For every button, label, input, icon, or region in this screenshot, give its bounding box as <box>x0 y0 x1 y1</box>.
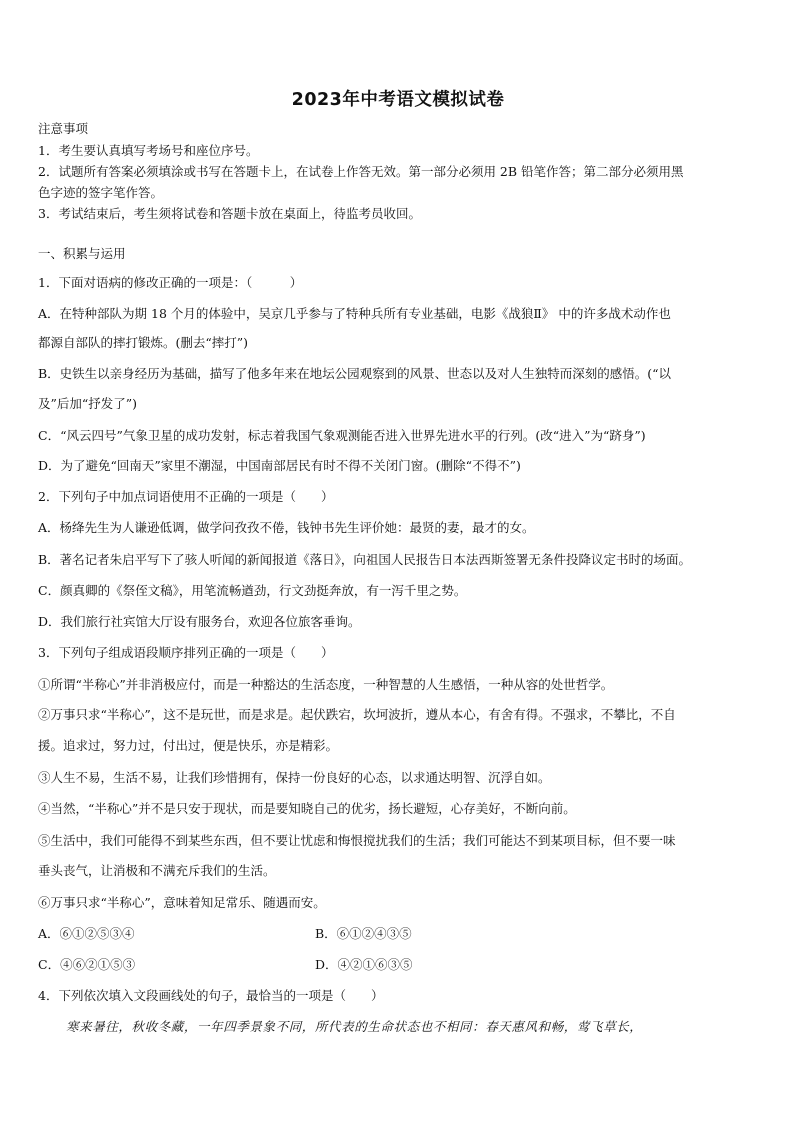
question-stem: 2．下列句子中加点词语使用不正确的一项是（ ） <box>38 489 334 504</box>
sentence-line: ⑥万事只求“半称心”，意味着知足常乐、随遇而安。 <box>38 895 326 910</box>
option-line: A．杨绛先生为人谦逊低调，做学问孜孜不倦，钱钟书先生评价她：最贤的妻，最才的女。 <box>38 520 535 535</box>
sentence-line: ⑤生活中，我们可能得不到某些东西，但不要让忧虑和悔恨搅扰我们的生活；我们可能达不到某项目标，但不要一味 <box>38 833 676 848</box>
sentence-line: 援。追求过，努力过，付出过，便是快乐，亦是精彩。 <box>38 738 339 753</box>
notice-heading: 注意事项 <box>38 121 89 136</box>
notice-item: 色字迹的签字笔作答。 <box>38 185 164 200</box>
sentence-line: ①所谓“半称心”并非消极应付，而是一种豁达的生活态度，一种智慧的人生感悟，一种从容的处世哲学。 <box>38 677 614 692</box>
question-stem: 1．下面对语病的修改正确的一项是：（ ） <box>38 275 303 290</box>
question-stem: 3．下列句子组成语段顺序排列正确的一项是（ ） <box>38 645 334 660</box>
option-line: 及”后加“抒发了”) <box>38 396 138 411</box>
option-line: D．我们旅行社宾馆大厅设有服务台，欢迎各位旅客垂询。 <box>38 614 361 629</box>
option-line: B．史铁生以亲身经历为基础，描写了他多年来在地坛公园观察到的风景、世态以及对人生独特而深刻的感悟。(“以 <box>38 366 671 381</box>
option-line: 都源自部队的摔打锻炼。(删去“摔打”) <box>38 335 249 350</box>
sentence-line: 垂头丧气，让消极和不满充斥我们的生活。 <box>38 863 276 878</box>
notice-item: 2．试题所有答案必须填涂或书写在答题卡上，在试卷上作答无效。第一部分必须用 2B 铅笔作答；第二部分必须用黑 <box>38 164 684 179</box>
sentence-line: ④当然，“半称心”并不是只安于现状，而是要知晓自己的优劣，扬长避短，心存美好，不断向前。 <box>38 801 576 816</box>
option-b: B．⑥①②④③⑤ <box>315 926 412 941</box>
question-stem: 4．下列依次填入文段画线处的句子，最恰当的一项是（ ） <box>38 988 384 1003</box>
passage-text: 寒来暑往，秋收冬藏，一年四季景象不同，所代表的生命状态也不相同：春天惠风和畅，莺飞草长， <box>66 1019 643 1034</box>
option-line: D．为了避免“回南天”家里不潮湿，中国南部居民有时不得不关闭门窗。(删除“不得不”) <box>38 458 521 473</box>
option-d: D．④②①⑥③⑤ <box>315 957 413 972</box>
option-c: C．④⑥②①⑤③ <box>38 957 136 972</box>
option-line: A．在特种部队为期 18 个月的体验中，吴京几乎参与了特种兵所有专业基础，电影《战狼Ⅱ》 中的许多战术动作也 <box>38 306 671 321</box>
option-line: B．著名记者朱启平写下了骇人听闻的新闻报道《落日》，向祖国人民报告日本法西斯签署无条件投降议定书时的场面。 <box>38 552 691 567</box>
option-line: C．“风云四号”气象卫星的成功发射，标志着我国气象观测能否进入世界先进水平的行列。(改“进入”为“跻身”) <box>38 428 646 443</box>
section-heading: 一、积累与运用 <box>38 246 126 261</box>
page-title: 2023年中考语文模拟试卷 <box>291 90 505 110</box>
option-line: C．颜真卿的《祭侄文稿》，用笔流畅遒劲，行文劲挺奔放，有一泻千里之势。 <box>38 583 467 598</box>
notice-item: 1．考生要认真填写考场号和座位序号。 <box>38 143 259 158</box>
sentence-line: ②万事只求“半称心”，这不是玩世，而是求是。起伏跌宕，坎坷波折，遵从本心，有舍有得。不强求，不攀比，不自 <box>38 707 676 722</box>
sentence-line: ③人生不易，生活不易，让我们珍惜拥有，保持一份良好的心态，以求通达明智、沉浮自如。 <box>38 770 551 785</box>
option-a: A．⑥①②⑤③④ <box>38 926 135 941</box>
notice-item: 3．考试结束后，考生须将试卷和答题卡放在桌面上，待监考员收回。 <box>38 206 421 221</box>
